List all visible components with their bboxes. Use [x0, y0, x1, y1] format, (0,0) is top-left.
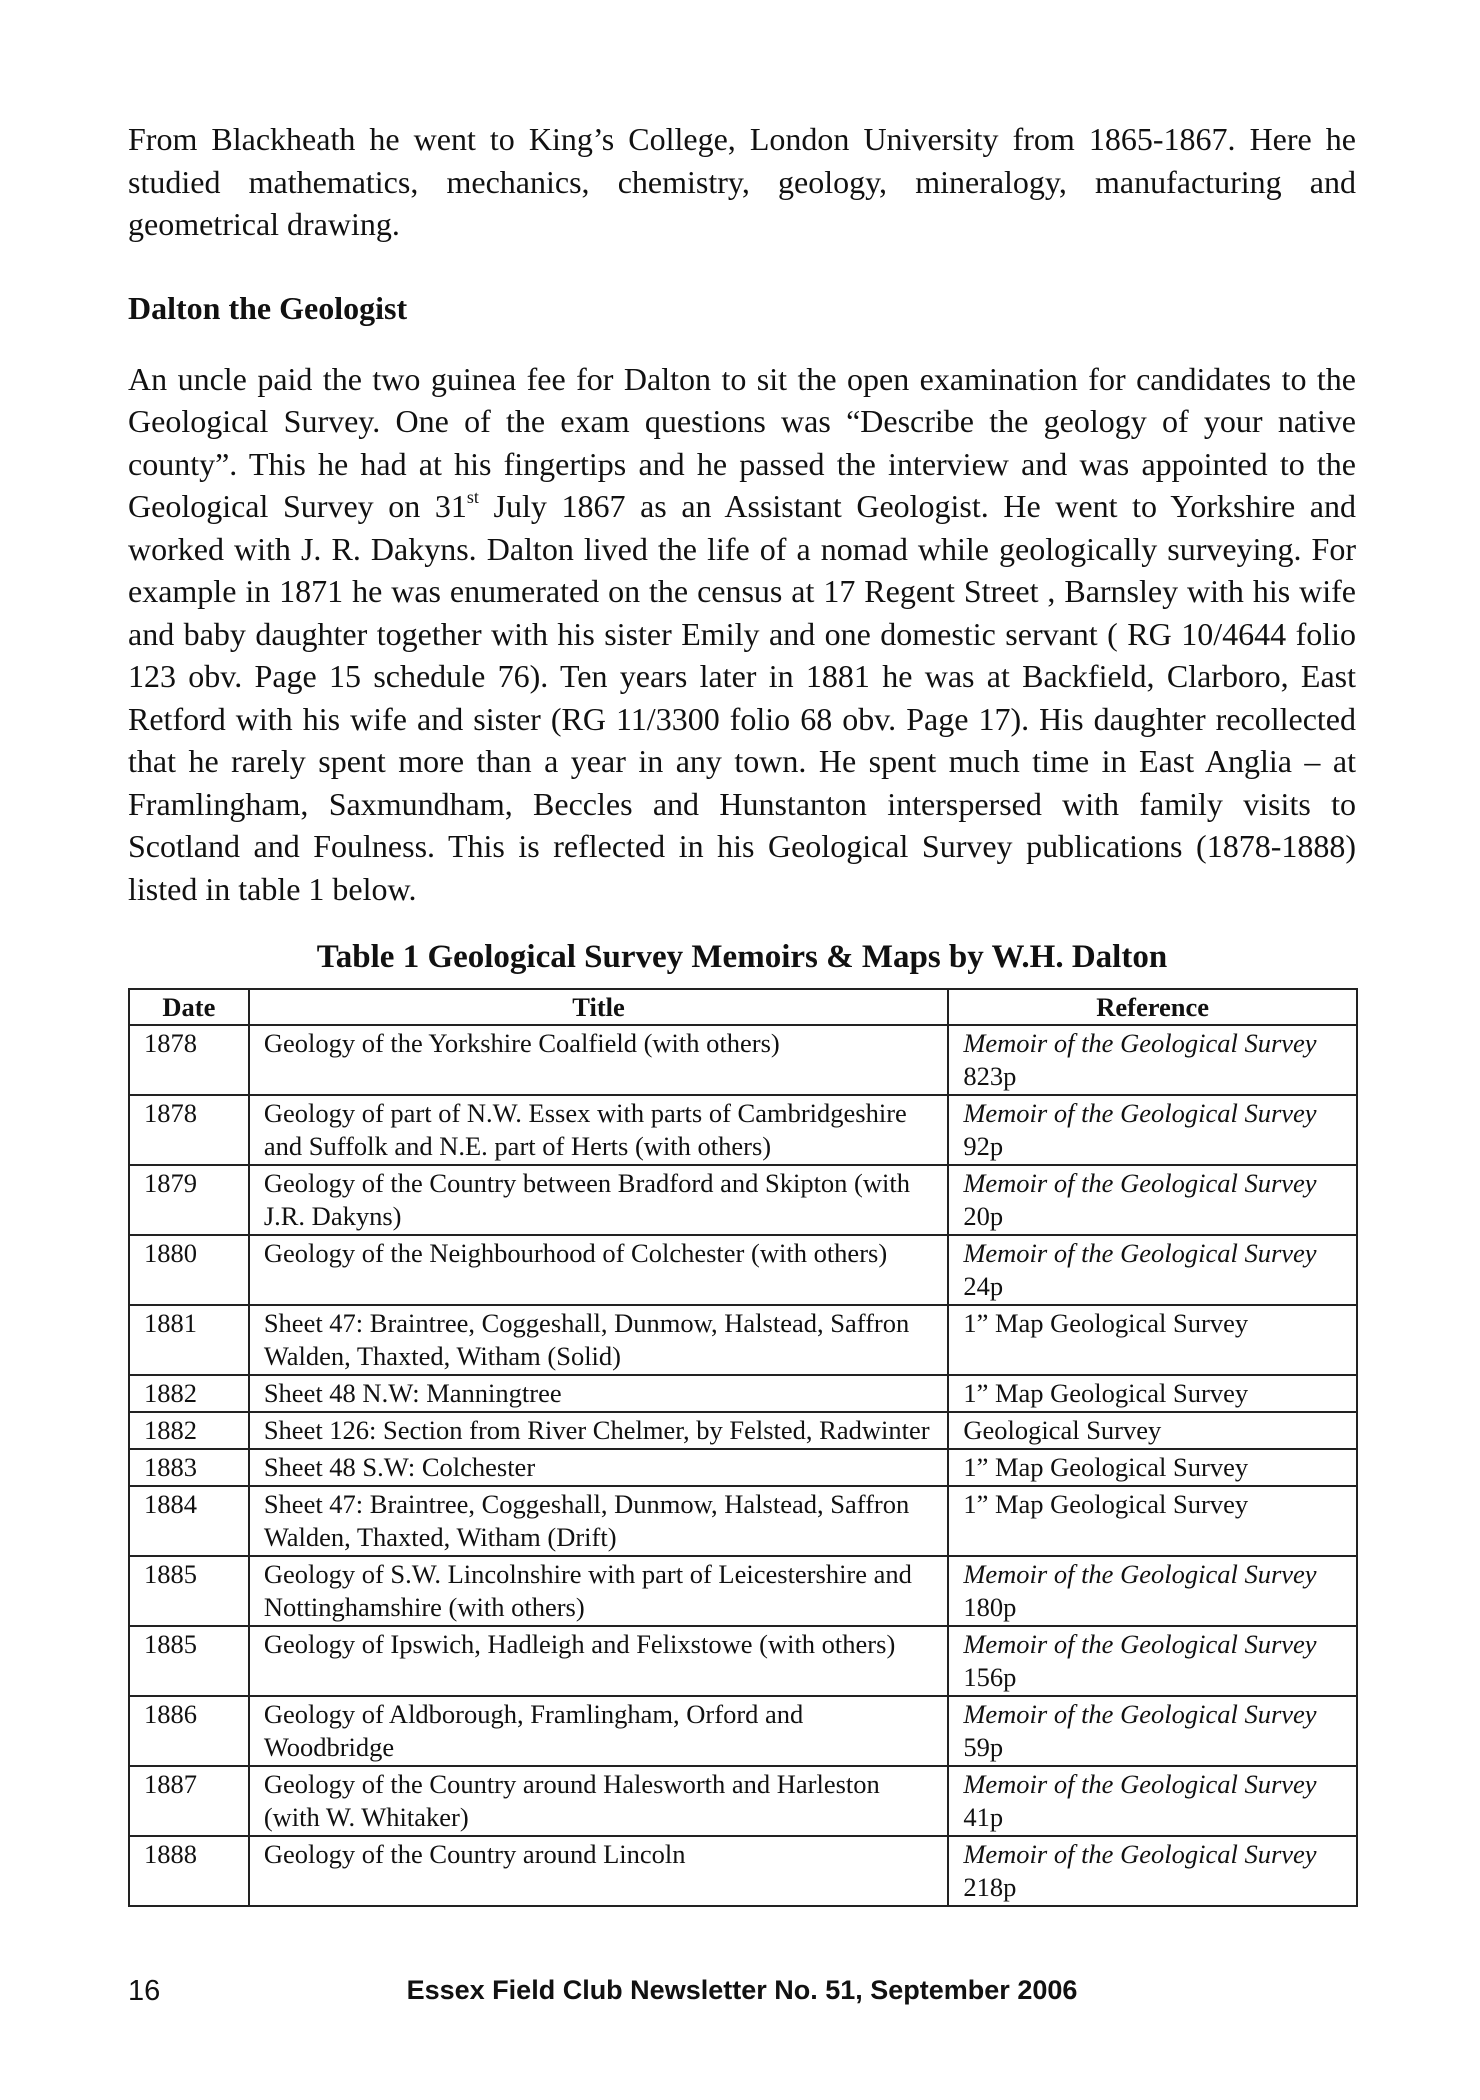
cell-title: Sheet 48 N.W: Manningtree	[249, 1375, 949, 1412]
reference-series: Memoir of the Geological Survey	[963, 1238, 1317, 1268]
cell-reference	[948, 1305, 1357, 1375]
page-number: 16	[128, 1975, 161, 2007]
table-row	[129, 1626, 1357, 1696]
reference-detail: Geological Survey	[963, 1415, 1162, 1445]
reference-detail: 1” Map Geological Survey	[963, 1489, 1249, 1519]
cell-date: 1882	[129, 1412, 249, 1449]
table-row	[129, 1412, 1357, 1449]
cell-title: Geology of Aldborough, Framlingham, Orford and Woodbridge	[249, 1696, 949, 1766]
reference-series: Memoir of the Geological Survey	[963, 1629, 1317, 1659]
column-header-reference: Reference	[948, 989, 1357, 1025]
reference-series: Memoir of the Geological Survey	[963, 1098, 1317, 1128]
cell-date: 1878	[129, 1095, 249, 1165]
table-row	[129, 1235, 1357, 1305]
cell-title: Geology of the Neighbourhood of Colchester (with others)	[249, 1235, 949, 1305]
reference-detail: 20p	[963, 1201, 1004, 1231]
cell-title: Sheet 47: Braintree, Coggeshall, Dunmow, Halstead, Saffron Walden, Thaxted, Witham (Drift)	[249, 1486, 949, 1556]
reference-detail: 41p	[963, 1802, 1004, 1832]
reference-detail: 92p	[963, 1131, 1004, 1161]
cell-reference	[948, 1449, 1357, 1486]
cell-reference	[948, 1165, 1357, 1235]
cell-title: Geology of the Country between Bradford and Skipton (with J.R. Dakyns)	[249, 1165, 949, 1235]
cell-date: 1880	[129, 1235, 249, 1305]
cell-title: Sheet 47: Braintree, Coggeshall, Dunmow, Halstead, Saffron Walden, Thaxted, Witham (Solid)	[249, 1305, 949, 1375]
cell-date: 1879	[129, 1165, 249, 1235]
cell-date: 1881	[129, 1305, 249, 1375]
reference-detail: 24p	[963, 1271, 1004, 1301]
column-header-title: Title	[249, 989, 949, 1025]
page-content	[128, 118, 1356, 1907]
reference-series: Memoir of the Geological Survey	[963, 1168, 1317, 1198]
cell-title: Geology of S.W. Lincolnshire with part of Leicestershire and Nottinghamshire (with others)	[249, 1556, 949, 1626]
cell-reference	[948, 1095, 1357, 1165]
cell-date: 1883	[129, 1449, 249, 1486]
cell-date: 1887	[129, 1766, 249, 1836]
table-row	[129, 1375, 1357, 1412]
table-row	[129, 1766, 1357, 1836]
cell-date: 1882	[129, 1375, 249, 1412]
reference-detail: 59p	[963, 1732, 1004, 1762]
paragraph-geologist-part2: July 1867 as an Assistant Geologist. He went to Yorkshire and worked with J. R. Dakyns. Dalton lived the life of a nomad while geologically surveying. For example in 1871 he was enumerated on the census at 17 Regent Street , Barnsley with his wife and baby daughter together with his sister Emily and one domestic servant ( RG 10/4644 folio 123 obv. Page 15 schedule 76). Ten years later in 1881 he was at Backfield, Clarboro, East Retford with his wife and sister (RG 11/3300 folio 68 obv. Page 17). His daughter recollected that he rarely spent more than a year in any town. He spent much time in East Anglia – at Framlingham, Saxmundham, Beccles and Hunstanton interspersed with family visits to Scotland and Foulness. This is reflected in his Geological Survey publications (1878-1888) listed in table 1 below.	[128, 488, 1356, 907]
cell-reference	[948, 1375, 1357, 1412]
cell-reference	[948, 1626, 1357, 1696]
cell-title: Geology of the Country around Halesworth and Harleston (with W. Whitaker)	[249, 1766, 949, 1836]
paragraph-geologist	[128, 358, 1356, 911]
memoirs-table	[128, 988, 1358, 1907]
reference-series: Memoir of the Geological Survey	[963, 1769, 1317, 1799]
cell-title: Geology of the Yorkshire Coalfield (with others)	[249, 1025, 949, 1095]
column-header-date: Date	[129, 989, 249, 1025]
cell-reference	[948, 1556, 1357, 1626]
publication-title: Essex Field Club Newsletter No. 51, September 2006	[406, 1975, 1078, 2005]
table-row	[129, 1556, 1357, 1626]
table-title: Table 1 Geological Survey Memoirs & Maps by W.H. Dalton	[316, 939, 1168, 975]
paragraph-geologist-part1: An uncle paid the two guinea fee for Dalton to sit the open examination for candidates to the Geological Survey. One of the exam questions was “Describe the geology of your native county”. This he had at his fingertips and he passed the interview and was appointed to the Geological Survey on 31	[128, 360, 1356, 524]
reference-detail: 156p	[963, 1662, 1017, 1692]
table-row	[129, 1095, 1357, 1165]
reference-series: Memoir of the Geological Survey	[963, 1839, 1317, 1869]
paragraph-education: From Blackheath he went to King’s College, London University from 1865-1867. Here he studied mathematics, mechanics, chemistry, geology, mineralogy, manufacturing and geometrical drawing.	[128, 121, 1356, 242]
cell-title: Sheet 126: Section from River Chelmer, by Felsted, Radwinter	[249, 1412, 949, 1449]
cell-title: Geology of Ipswich, Hadleigh and Felixstowe (with others)	[249, 1626, 949, 1696]
reference-series: Memoir of the Geological Survey	[963, 1028, 1317, 1058]
reference-detail: 1” Map Geological Survey	[963, 1308, 1249, 1338]
reference-detail: 823p	[963, 1061, 1017, 1091]
table-row	[129, 1696, 1357, 1766]
cell-title: Geology of the Country around Lincoln	[249, 1836, 949, 1906]
reference-detail: 180p	[963, 1592, 1017, 1622]
cell-reference	[948, 1836, 1357, 1906]
table-row	[129, 1025, 1357, 1095]
reference-detail: 218p	[963, 1872, 1017, 1902]
cell-reference	[948, 1696, 1357, 1766]
cell-reference	[948, 1235, 1357, 1305]
cell-reference	[948, 1412, 1357, 1449]
reference-detail: 1” Map Geological Survey	[963, 1452, 1249, 1482]
cell-reference	[948, 1486, 1357, 1556]
cell-reference	[948, 1025, 1357, 1095]
table-row	[129, 1305, 1357, 1375]
cell-date: 1885	[129, 1556, 249, 1626]
reference-series: Memoir of the Geological Survey	[963, 1699, 1317, 1729]
cell-title: Sheet 48 S.W: Colchester	[249, 1449, 949, 1486]
table-row	[129, 1836, 1357, 1906]
reference-series: Memoir of the Geological Survey	[963, 1559, 1317, 1589]
page-footer	[128, 1975, 1356, 2015]
cell-date: 1888	[129, 1836, 249, 1906]
cell-date: 1878	[129, 1025, 249, 1095]
section-heading: Dalton the Geologist	[128, 289, 408, 326]
cell-reference	[948, 1766, 1357, 1836]
table-row	[129, 1165, 1357, 1235]
ordinal-suffix: st	[466, 487, 479, 507]
table-header-row	[129, 989, 1357, 1025]
cell-date: 1884	[129, 1486, 249, 1556]
table-row	[129, 1486, 1357, 1556]
cell-date: 1885	[129, 1626, 249, 1696]
reference-detail: 1” Map Geological Survey	[963, 1378, 1249, 1408]
table-row	[129, 1449, 1357, 1486]
cell-title: Geology of part of N.W. Essex with parts of Cambridgeshire and Suffolk and N.E. part of Herts (with others)	[249, 1095, 949, 1165]
table-body	[129, 1025, 1357, 1906]
cell-date: 1886	[129, 1696, 249, 1766]
